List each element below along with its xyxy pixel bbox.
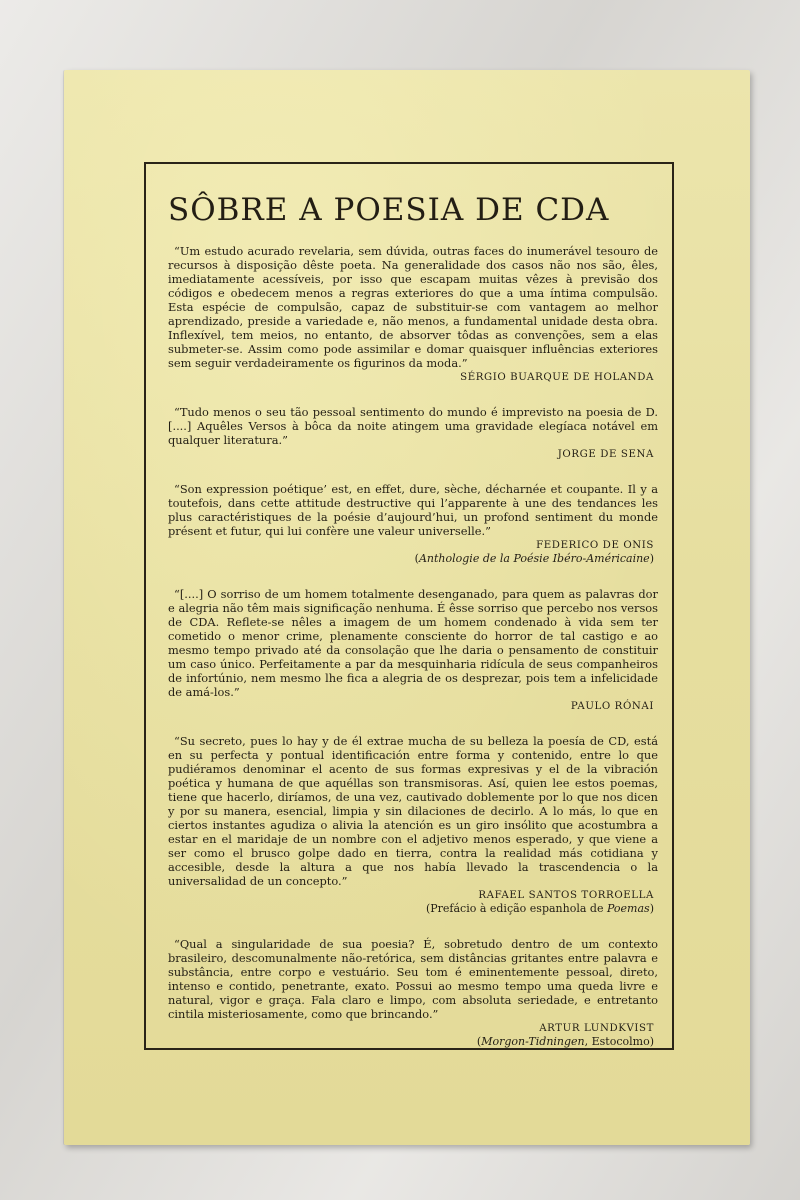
source-title: Anthologie de la Poésie Ibéro-Américaine [418, 552, 650, 565]
quote-source [168, 902, 654, 915]
quote-text: “Su secreto, pues lo hay y de él extrae mucha de su belleza la poesía de CD, está en su perfecta y pontual identificación entre forma y contenido, entre lo que pudiéramos denominar el acento de sus formas expresivas y el de la vibración poética y humana de que aquéllas son transmisoras. Así, quien lee estos poemas, tiene que hacerlo, diríamos, de una vez, cautivado doblemente por lo que nos dicen y por su manera, esencial, limpia y sin dilaciones de decirlo. A lo más, lo que en ciertos instantes agudiza o alivia la atención es un giro insólito que acostumbra a estar en el maridaje de un nombre con el adjetivo menos esperado, y que viene a ser como el brusco golpe dado en tierra, contra la realidad más cotidiana y accesible, desde la altura a que nos había llevado la trascendencia o la universalidad de un concepto.” [168, 734, 658, 888]
quote-text: “Son expression poétique’ est, en effet, dure, sèche, décharnée et coupante. Il y a toutefois, dans cette attitude destructive qui l’apparente à une des tendances les plus caractéristiques de la poésie d’aujourd’hui, un profond sentiment du monde présent et futur, qui lui confère une valeur universelle.” [168, 482, 658, 538]
quote-block-5 [168, 734, 658, 915]
quote-text: “Tudo menos o seu tão pessoal sentimento do mundo é imprevisto na poesia de D. [....] Aquêles Versos à bôca da noite atingem uma gravidade elegíaca notável em qualquer literatura.” [168, 405, 658, 447]
source-title: Morgon-Tidningen [481, 1035, 585, 1048]
quote-text: “Qual a singularidade de sua poesia? É, sobretudo dentro de um contexto brasileiro, descomunalmente não-retórica, sem distâncias gritantes entre palavra e substância, entre corpo e vestuário. Seu tom é eminentemente pessoal, direto, intenso e contido, penetrante, exato. Possui ao mesmo tempo uma queda livre e natural, vigor e graça. Fala claro e limpo, com absoluta seriedade, e entretanto cintila misteriosamente, como que brincando.” [168, 937, 658, 1021]
quote-author: SÉRGIO BUARQUE DE HOLANDA [460, 372, 654, 383]
quote-author: JORGE DE SENA [557, 449, 654, 460]
quote-source [168, 1035, 654, 1048]
source-suffix: ) [649, 552, 654, 565]
quote-author: RAFAEL SANTOS TORROELLA [478, 890, 654, 901]
book-back-cover [64, 70, 750, 1145]
source-prefix: ( [476, 1035, 482, 1048]
quote-author: FEDERICO DE ONIS [536, 540, 654, 551]
text-frame [144, 162, 674, 1050]
quote-text: “Um estudo acurado revelaria, sem dúvida, outras faces do inumerável tesouro de recursos à disposição dêste poeta. Na generalidade dos casos não nos são, êles, imediatamente acessíveis, por isso que escapam muitas vêzes à previsão dos códigos e obedecem menos a regras exteriores do que a uma íntima compulsão. Esta espécie de compulsão, capaz de substituir-se com vantagem ao melhor aprendizado, preside a variedade e, não menos, a fundamental unidade desta obra. Inflexível, tem meios, no entanto, de absorver tôdas as convenções, sem a elas submeter-se. Assim como pode assimilar e domar quaisquer influências exteriores sem seguir verdadeiramente os figurinos da moda.” [168, 244, 658, 370]
quote-author: ARTUR LUNDKVIST [539, 1023, 654, 1034]
source-suffix: , Estocolmo) [584, 1035, 654, 1048]
quote-source [168, 552, 654, 565]
quote-block-2 [168, 405, 658, 460]
quote-text: “[....] O sorriso de um homem totalmente desenganado, para quem as palavras dor e alegria não têm mais significação nenhuma. É êsse sorriso que percebo nos versos de CDA. Reflete-se nêles a imagem de um homem condenado à vida sem ter cometido o menor crime, plenamente consciente do horror de tal castigo e ao mesmo tempo privado até da consolação que lhe daria o pensamento de constituir um caso único. Perfeitamente a par da mesquinharia ridícula de seus companheiros de infortúnio, nem mesmo lhe fica a alegria de os desprezar, pois tem a infelicidade de amá-los.” [168, 587, 658, 699]
source-prefix: ( [414, 552, 419, 565]
quote-block-4 [168, 587, 658, 712]
source-prefix: (Prefácio à edição espanhola de [425, 902, 607, 915]
source-title: Poemas [606, 902, 650, 915]
quote-block-1 [168, 244, 658, 383]
page-title: SÔBRE A POESIA DE CDA [168, 192, 610, 228]
quote-block-6 [168, 937, 658, 1048]
source-suffix: ) [649, 902, 654, 915]
quote-author: PAULO RÓNAI [570, 701, 654, 712]
quote-block-3 [168, 482, 658, 565]
